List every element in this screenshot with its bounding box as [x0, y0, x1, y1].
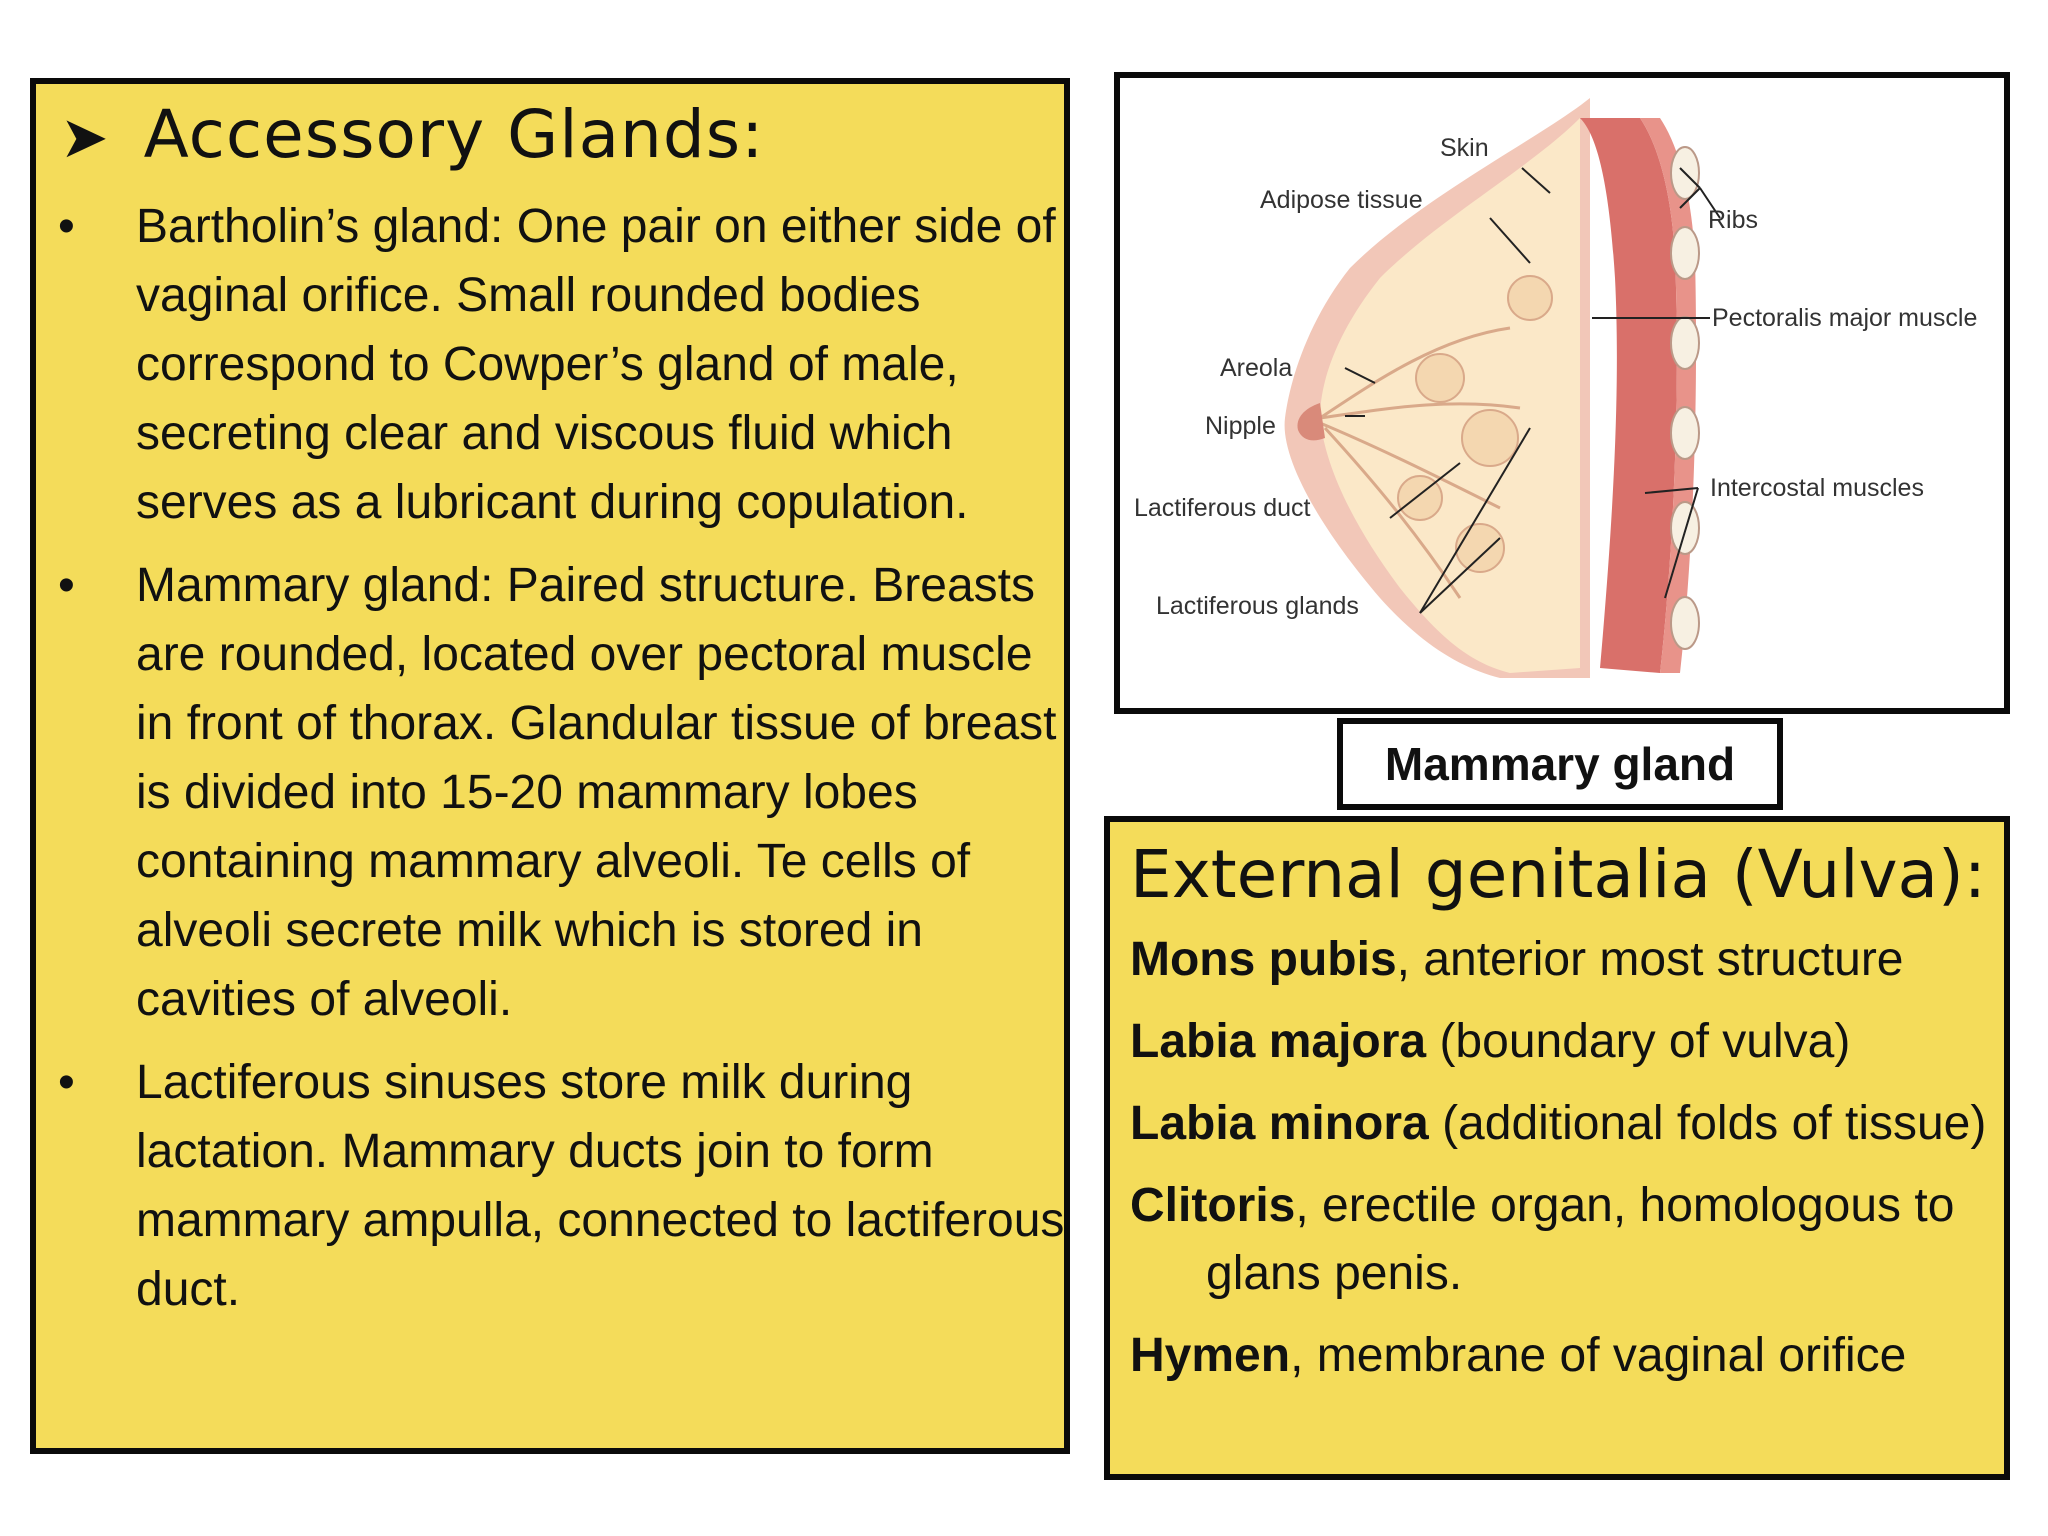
term-mons-pubis: Mons pubis	[1130, 933, 1397, 986]
label-pectoralis-major: Pectoralis major muscle	[1712, 304, 1978, 332]
label-nipple: Nipple	[1205, 412, 1276, 440]
bullet-text-mammary: Mammary gland: Paired structure. Breasts are rounded, located over pectoral muscle in front of thorax. Glandular tissue of breast is divided into 15-20 mammary lobes containing mammary alveoli. Te cells of alveoli secrete milk which is stored in cavities of alveoli.	[136, 559, 1057, 1026]
desc-labia-majora: (boundary of vulva)	[1426, 1015, 1851, 1068]
heading-text: Accessory Glands:	[143, 96, 765, 173]
external-genitalia-panel	[1104, 816, 2010, 1480]
bullet-list	[36, 192, 1066, 1338]
accessory-glands-heading	[60, 96, 764, 173]
list-item	[1130, 1322, 2000, 1390]
desc-labia-minora: (additional folds of tissue)	[1428, 1097, 1987, 1150]
gland-lobule	[1456, 524, 1504, 572]
vulva-list	[1130, 926, 2000, 1404]
label-areola: Areola	[1220, 354, 1293, 382]
label-ribs: Ribs	[1708, 206, 1759, 234]
accessory-glands-panel	[30, 78, 1070, 1454]
term-hymen: Hymen	[1130, 1329, 1291, 1382]
desc-clitoris: , erectile organ, homologous to glans penis.	[1206, 1179, 1955, 1300]
bullet-item	[36, 1048, 1066, 1324]
label-intercostal-muscles: Intercostal muscles	[1710, 474, 1924, 502]
rib-shape	[1671, 597, 1699, 649]
bullet-text-lactiferous: Lactiferous sinuses store milk during lactation. Mammary ducts join to form mammary ampulla, connected to lactiferous duct.	[136, 1056, 1065, 1316]
desc-mons-pubis: , anterior most structure	[1396, 933, 1904, 986]
desc-hymen: , membrane of vaginal orifice	[1290, 1329, 1907, 1382]
rib-shape	[1671, 407, 1699, 459]
rib-shape	[1671, 227, 1699, 279]
gland-lobule	[1416, 354, 1464, 402]
list-item	[1130, 926, 2000, 994]
bullet-item	[36, 551, 1066, 1034]
bullet-dot-icon: •	[58, 1056, 75, 1109]
label-lactiferous-glands: Lactiferous glands	[1156, 592, 1359, 620]
bullet-item	[36, 192, 1066, 537]
bullet-text-bartholin: Bartholin’s gland: One pair on either side of vaginal orifice. Small rounded bodies correspond to Cowper’s gland of male, secreting clear and viscous fluid which serves as a lubricant during copulation.	[136, 200, 1056, 529]
arrow-bullet-icon: ➤	[60, 103, 110, 171]
term-labia-majora: Labia majora	[1130, 1015, 1427, 1068]
gland-lobule	[1462, 410, 1518, 466]
pectoralis-muscle-shape	[1580, 118, 1677, 673]
label-adipose-tissue: Adipose tissue	[1260, 186, 1423, 214]
list-item	[1130, 1090, 2000, 1158]
term-clitoris: Clitoris	[1130, 1179, 1296, 1232]
label-lactiferous-duct: Lactiferous duct	[1134, 494, 1311, 522]
rib-shape	[1671, 317, 1699, 369]
list-item	[1130, 1172, 2000, 1308]
label-skin: Skin	[1440, 134, 1489, 162]
mammary-gland-illustration	[1120, 78, 2004, 708]
mammary-gland-figure	[1114, 72, 2010, 714]
bullet-dot-icon: •	[58, 200, 75, 253]
external-genitalia-heading: External genitalia (Vulva):	[1130, 836, 1986, 913]
bullet-dot-icon: •	[58, 559, 75, 612]
term-labia-minora: Labia minora	[1130, 1097, 1429, 1150]
gland-lobule	[1508, 276, 1552, 320]
list-item	[1130, 1008, 2000, 1076]
figure-caption: Mammary gland	[1337, 718, 1783, 810]
